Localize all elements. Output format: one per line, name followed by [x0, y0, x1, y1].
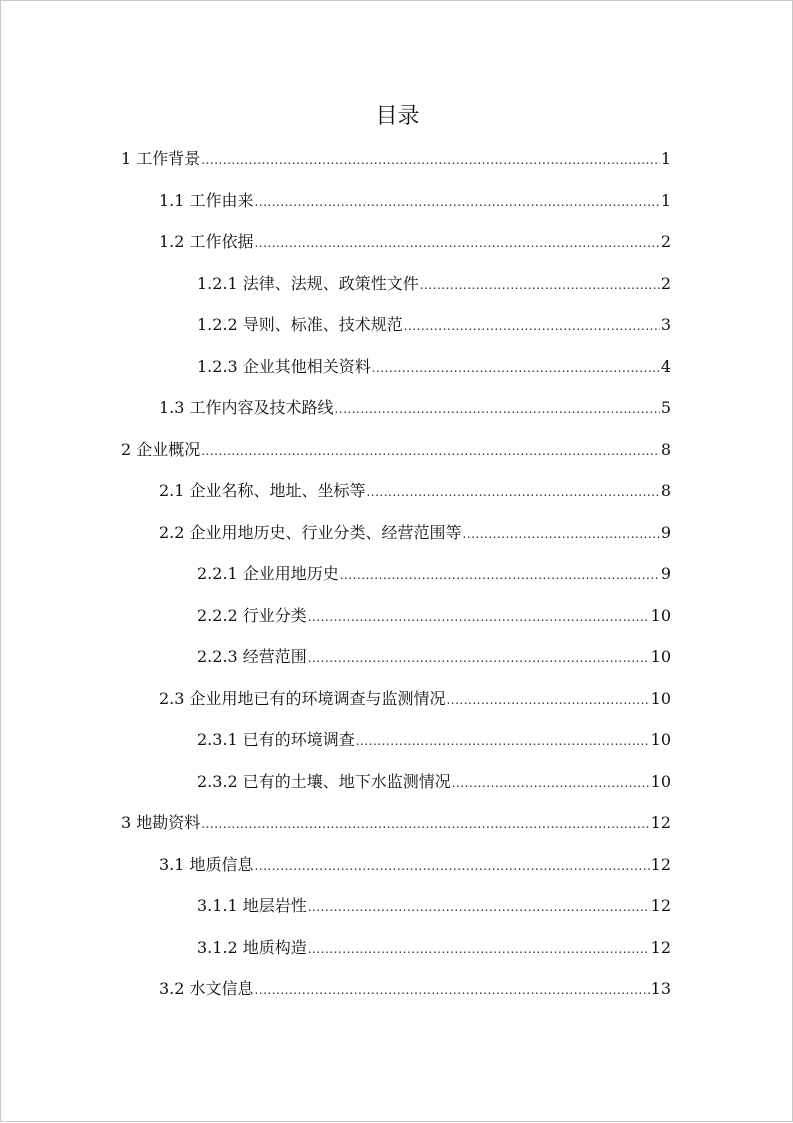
toc-entry-page-number: 1 — [660, 149, 671, 168]
toc-dot-leader — [254, 190, 659, 214]
toc-entry-number: 2.3.2 — [197, 771, 238, 791]
toc-entry-number: 1.1 — [159, 190, 185, 210]
toc-entry-title: 地质构造 — [242, 937, 307, 957]
toc-entry-number: 1.2.1 — [197, 273, 238, 293]
toc-entry-number: 3.2 — [159, 979, 185, 998]
toc-dot-leader — [340, 563, 660, 587]
toc-title: 目录 — [375, 104, 420, 129]
toc-dot-leader — [201, 148, 660, 172]
toc-entry-number: 1 — [121, 149, 132, 168]
toc-entry[interactable] — [159, 189, 671, 213]
toc-dot-leader — [420, 273, 660, 297]
toc-dot-leader — [452, 771, 650, 795]
toc-entry[interactable] — [197, 770, 671, 794]
toc-entry-page-number: 12 — [650, 896, 671, 915]
toc-entry-page-number: 10 — [650, 771, 671, 791]
toc-entry-title: 工作由来 — [189, 190, 254, 210]
toc-entry-number: 1.2.2 — [197, 315, 238, 334]
toc-entry[interactable] — [197, 313, 671, 337]
toc-entry[interactable] — [159, 853, 671, 877]
toc-entry-title: 企业用地历史 — [242, 564, 339, 583]
toc-entry[interactable] — [197, 272, 671, 296]
toc-entry-number: 3 — [121, 813, 132, 832]
toc-entry[interactable] — [197, 645, 671, 669]
toc-entry-number: 2.2.2 — [197, 605, 238, 625]
toc-entry-number: 1.3 — [159, 398, 185, 417]
toc-dot-leader — [308, 937, 650, 961]
toc-dot-leader — [254, 854, 649, 878]
toc-entry[interactable] — [159, 230, 671, 254]
toc-dot-leader — [201, 812, 649, 836]
toc-dot-leader — [446, 688, 649, 712]
toc-dot-leader — [372, 356, 660, 380]
toc-entry-number: 2.2.3 — [197, 647, 238, 666]
toc-entry-title: 企业概况 — [136, 439, 201, 459]
toc-entry-title: 企业用地历史、行业分类、经营范围等 — [189, 522, 462, 542]
toc-entry-title: 企业其他相关资料 — [242, 356, 371, 376]
toc-dot-leader — [308, 646, 650, 670]
toc-dot-leader — [308, 895, 650, 919]
toc-entry-title: 经营范围 — [242, 647, 307, 666]
toc-entry-page-number: 2 — [660, 273, 671, 293]
toc-list — [1, 1, 793, 1123]
toc-entry-page-number: 10 — [650, 688, 671, 708]
toc-entry-page-number: 10 — [650, 647, 671, 666]
toc-entry[interactable] — [121, 438, 671, 462]
toc-dot-leader — [254, 231, 659, 255]
toc-entry[interactable] — [197, 355, 671, 379]
toc-entry-number: 1.2.3 — [197, 356, 238, 376]
toc-entry-page-number: 5 — [660, 398, 671, 417]
toc-entry-number: 2.3.1 — [197, 730, 238, 749]
toc-dot-leader — [404, 314, 660, 338]
toc-entry-number: 3.1.1 — [197, 896, 238, 915]
toc-entry[interactable] — [159, 396, 671, 420]
toc-entry-page-number: 8 — [660, 439, 671, 459]
toc-entry-number: 2.2 — [159, 522, 185, 542]
toc-entry-number: 1.2 — [159, 232, 185, 251]
toc-entry-page-number: 2 — [660, 232, 671, 251]
toc-entry[interactable] — [121, 147, 671, 171]
toc-entry-number: 3.1 — [159, 854, 185, 874]
toc-entry[interactable] — [121, 811, 671, 835]
toc-entry-title: 行业分类 — [242, 605, 307, 625]
toc-entry-number: 2.1 — [159, 481, 185, 500]
toc-entry-title: 工作内容及技术路线 — [189, 398, 334, 417]
toc-entry-number: 2 — [121, 439, 132, 459]
toc-entry-number: 2.2.1 — [197, 564, 238, 583]
toc-entry-title: 地勘资料 — [136, 813, 201, 832]
toc-entry-page-number: 12 — [650, 937, 671, 957]
toc-entry-page-number: 9 — [660, 564, 671, 583]
toc-entry-page-number: 10 — [650, 605, 671, 625]
toc-dot-leader — [462, 522, 659, 546]
toc-entry-title: 企业用地已有的环境调查与监测情况 — [189, 688, 446, 708]
toc-entry-page-number: 13 — [650, 979, 671, 998]
toc-entry-title: 企业名称、地址、坐标等 — [189, 481, 366, 500]
toc-entry-number: 2.3 — [159, 688, 185, 708]
toc-entry[interactable] — [197, 894, 671, 918]
toc-entry[interactable] — [159, 977, 671, 1001]
toc-entry[interactable] — [159, 521, 671, 545]
toc-entry-title: 导则、标准、技术规范 — [242, 315, 403, 334]
toc-entry-title: 工作背景 — [136, 149, 201, 168]
toc-entry[interactable] — [197, 728, 671, 752]
toc-dot-leader — [366, 480, 659, 504]
toc-entry[interactable] — [197, 562, 671, 586]
toc-entry-number: 3.1.2 — [197, 937, 238, 957]
toc-entry-page-number: 1 — [660, 190, 671, 210]
toc-entry-title: 已有的环境调查 — [242, 730, 355, 749]
toc-entry-title: 工作依据 — [189, 232, 254, 251]
toc-entry-page-number: 12 — [650, 854, 671, 874]
toc-entry-title: 地质信息 — [189, 854, 254, 874]
toc-entry-title: 已有的土壤、地下水监测情况 — [242, 771, 451, 791]
toc-dot-leader — [356, 729, 650, 753]
toc-entry-title: 水文信息 — [189, 979, 254, 998]
toc-entry-page-number: 9 — [660, 522, 671, 542]
toc-entry-title: 地层岩性 — [242, 896, 307, 915]
toc-dot-leader — [308, 605, 650, 629]
toc-entry-title: 法律、法规、政策性文件 — [242, 273, 419, 293]
toc-entry[interactable] — [197, 936, 671, 960]
toc-entry[interactable] — [197, 604, 671, 628]
toc-entry-page-number: 3 — [660, 315, 671, 334]
toc-entry-page-number: 4 — [660, 356, 671, 376]
toc-dot-leader — [254, 978, 649, 1002]
toc-entry[interactable] — [159, 479, 671, 503]
toc-entry-page-number: 10 — [650, 730, 671, 749]
toc-entry[interactable] — [159, 687, 671, 711]
toc-dot-leader — [334, 397, 659, 421]
toc-entry-page-number: 8 — [660, 481, 671, 500]
toc-entry-page-number: 12 — [650, 813, 671, 832]
toc-dot-leader — [201, 439, 660, 463]
